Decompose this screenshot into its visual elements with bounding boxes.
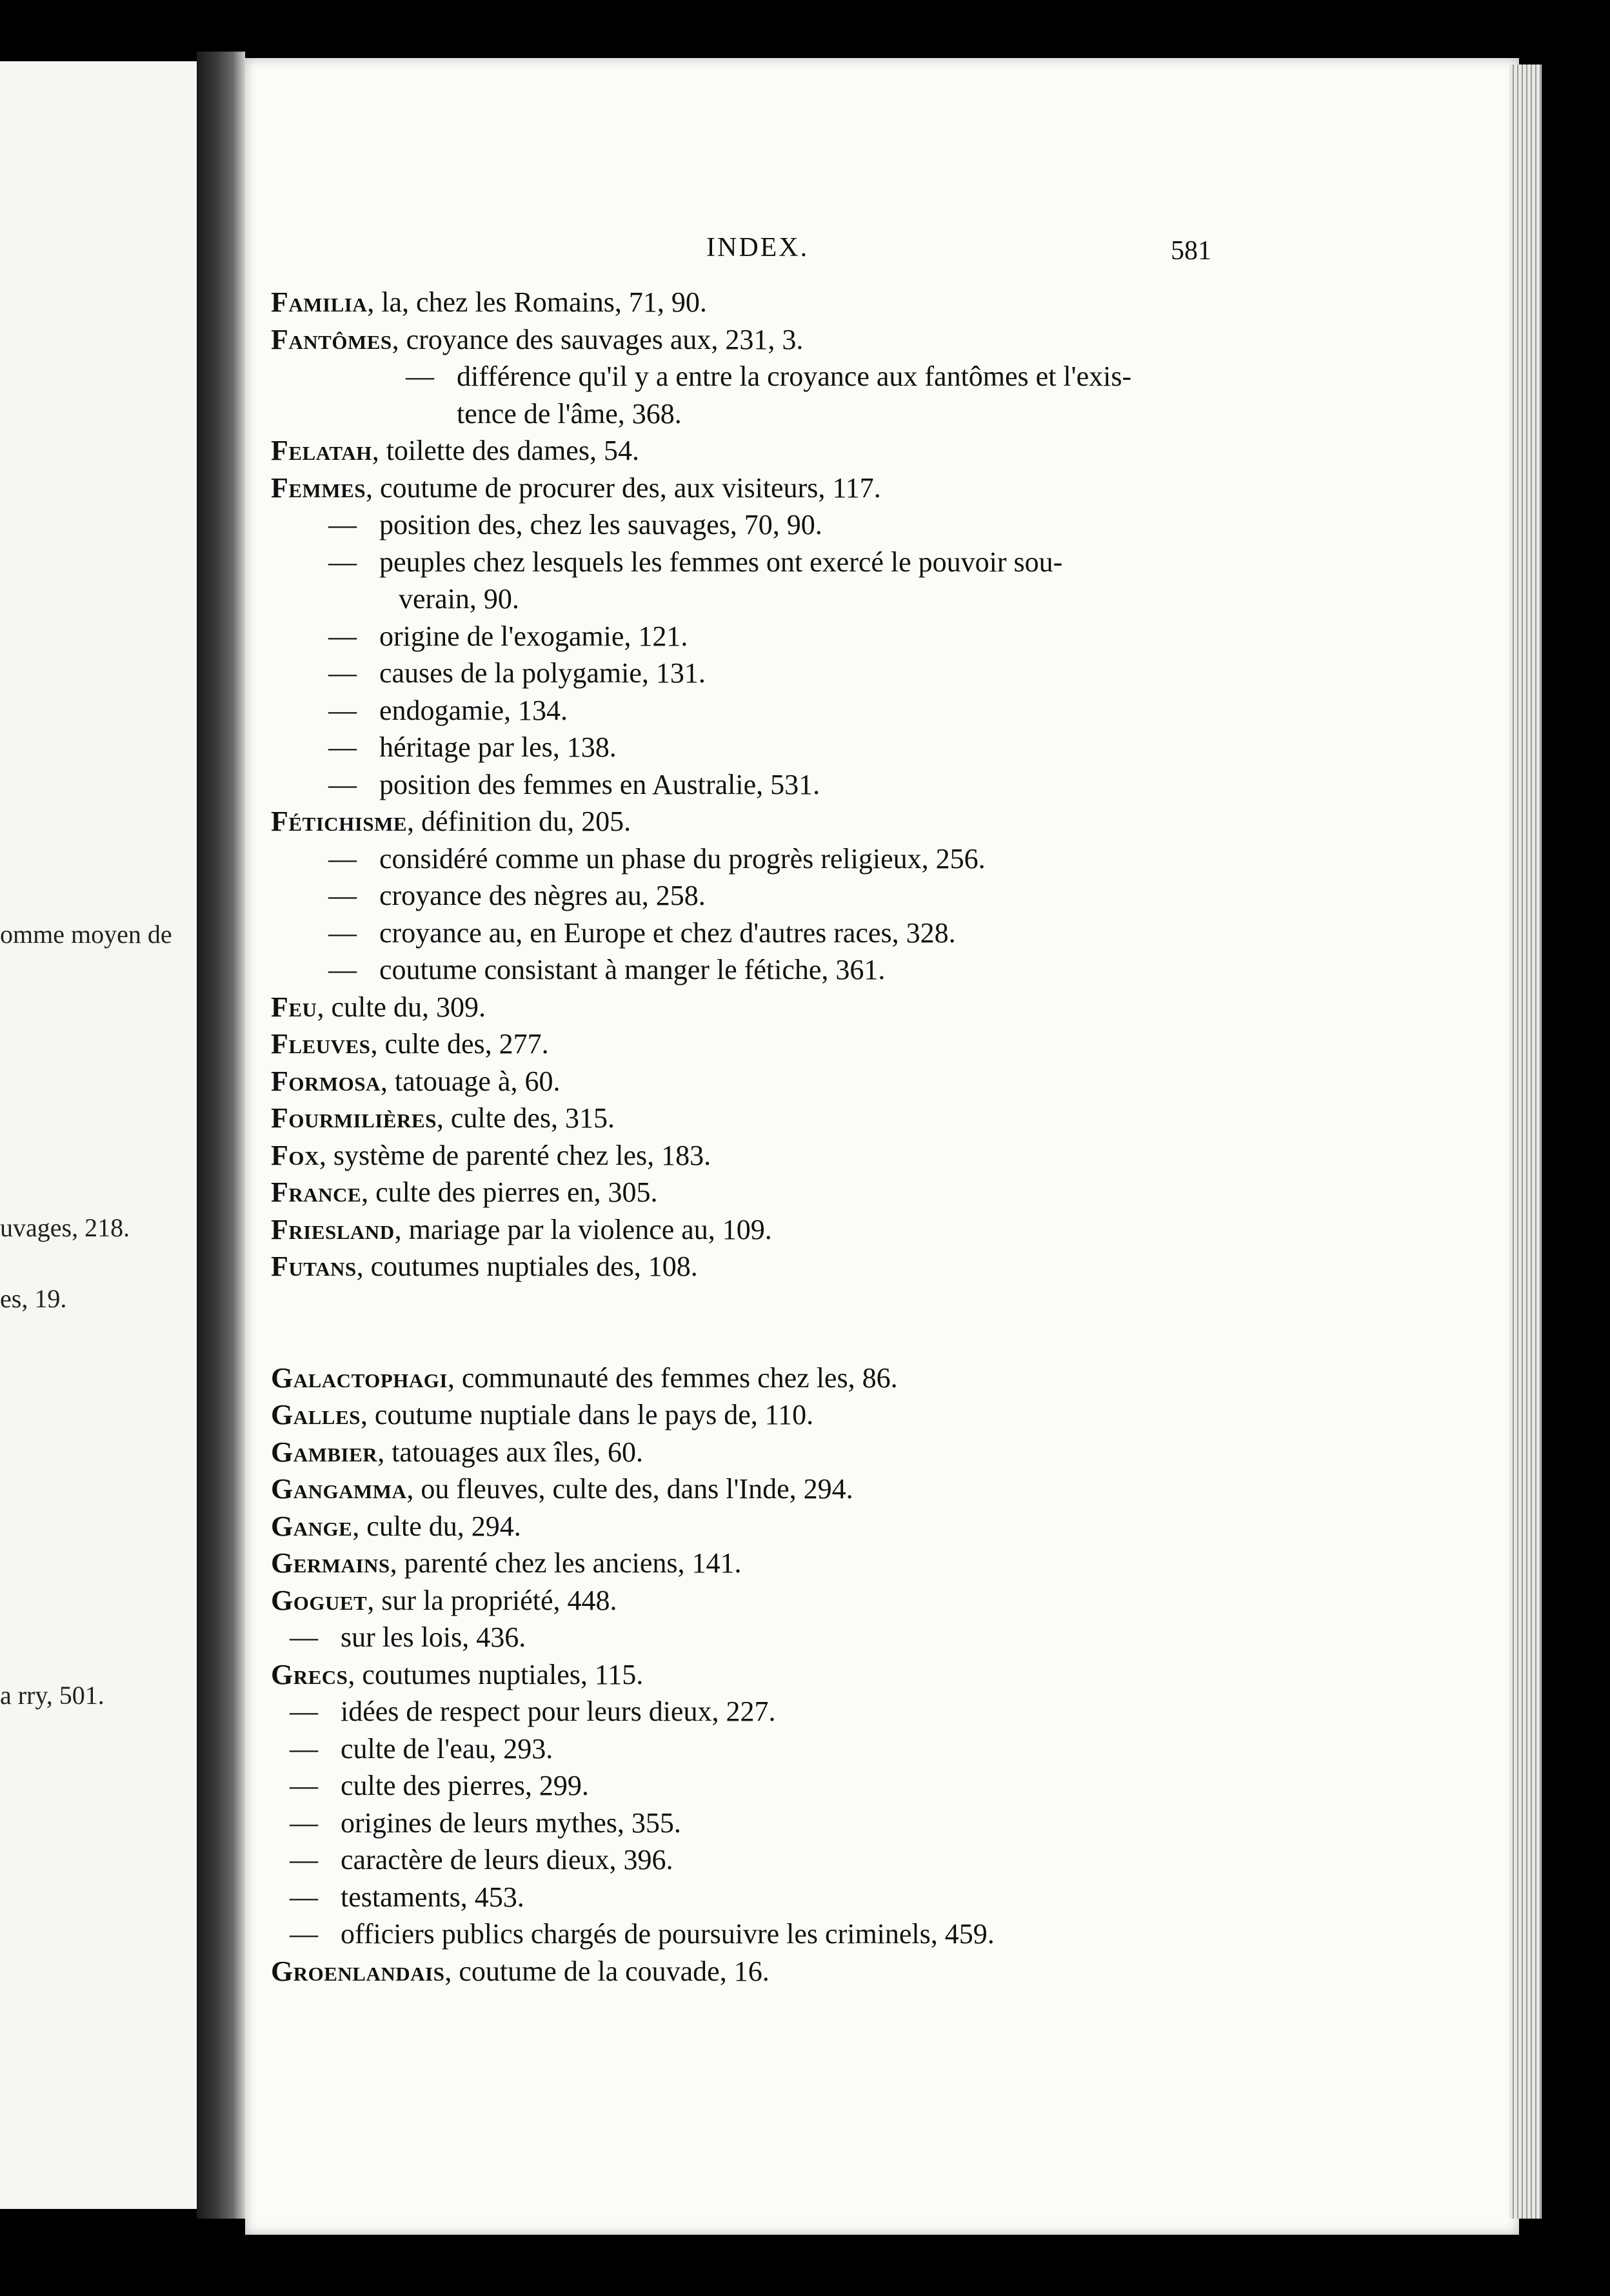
ditto-dash: — [406,361,434,392]
entry-text: , coutume de procurer des, aux visiteurs, 117. [366,471,881,504]
ditto-dash: — [290,1770,318,1801]
entry-text: , culte des, 315. [436,1102,615,1134]
index-entry [271,1470,1238,1508]
index-subentry [271,1879,1238,1916]
entry-text: , culte du, 309. [317,991,486,1023]
section-spacer [271,1322,1238,1360]
left-page-fragment: omme moyen de [0,920,172,949]
entry-text: tence de l'âme, 368. [457,397,682,430]
entry-text: coutume consistant à manger le fétiche, 361. [379,954,886,985]
index-entry [271,1508,1238,1545]
entry-headword: Fox [271,1139,319,1171]
entry-headword: Felatah [271,435,372,466]
entry-text: culte des pierres, 299. [341,1770,589,1801]
entry-text: , système de parenté chez les, 183. [319,1139,711,1171]
entry-text: endogamie, 134. [379,694,568,726]
ditto-dash: — [290,1881,318,1913]
entry-headword: Galactophagi [271,1361,448,1394]
entry-text: , coutumes nuptiales des, 108. [356,1251,698,1282]
entry-headword: Formosa [271,1065,381,1097]
entry-text: origine de l'exogamie, 121. [379,620,688,652]
entry-text: , sur la propriété, 448. [367,1584,617,1616]
left-page [0,61,197,2209]
index-subentry [271,729,1238,766]
ditto-dash: — [328,731,357,763]
entry-text: position des femmes en Australie, 531. [379,768,820,800]
entry-text: , culte du, 294. [352,1510,521,1542]
entry-text: verain, 90. [399,583,519,615]
ditto-dash: — [290,1621,318,1653]
index-entry [271,1434,1238,1471]
entry-text: , définition du, 205. [407,806,631,837]
index-subentry [271,618,1238,655]
entry-headword: Fétichisme [271,806,408,837]
index-subentry [271,692,1238,729]
entry-headword: Germains [271,1547,390,1579]
entry-text: , tatouages aux îles, 60. [377,1436,643,1468]
entry-text: , coutume de la couvade, 16. [444,1955,770,1987]
page-edges [1509,64,1542,2219]
index-entry [271,989,1238,1026]
entry-headword: Feu [271,991,317,1023]
index-entry [271,1100,1238,1137]
entry-text: , communauté des femmes chez les, 86. [447,1361,898,1394]
left-page-fragment: a rry, 501. [0,1681,104,1710]
ditto-dash: — [328,694,357,726]
entry-headword: Gambier [271,1436,378,1468]
entry-headword: Fantômes [271,323,392,355]
entry-headword: Goguet [271,1584,368,1616]
ditto-dash: — [328,509,357,540]
index-subentry [271,1767,1238,1805]
ditto-dash: — [328,842,357,875]
entry-text: causes de la polygamie, 131. [379,657,706,689]
entry-text: , coutume nuptiale dans le pays de, 110. [360,1399,814,1430]
index-subentry [271,840,1238,878]
entry-text: , parenté chez les anciens, 141. [390,1547,742,1579]
entry-text: , la, chez les Romains, 71, 90. [367,286,707,318]
entry-text: , croyance des sauvages aux, 231, 3. [392,323,804,355]
entry-text: , tatouage à, 60. [380,1065,561,1097]
entry-headword: Femmes [271,471,366,504]
index-entry [271,803,1238,840]
entry-text: peuples chez lesquels les femmes ont exercé le pouvoir sou- [379,546,1063,578]
entry-text: , toilette des dames, 54. [372,435,639,466]
entry-text: considéré comme un phase du progrès religieux, 256. [379,842,986,875]
entry-text: sur les lois, 436. [341,1621,526,1653]
index-subentry [271,1915,1238,1953]
ditto-dash: — [290,1806,318,1839]
ditto-dash: — [290,1732,318,1765]
index-subentry [271,915,1238,952]
entry-headword: Galles [271,1399,361,1430]
entry-headword: Grecs [271,1658,348,1690]
ditto-dash: — [328,546,357,578]
entry-text: croyance des nègres au, 258. [379,880,706,911]
entry-text: , ou fleuves, culte des, dans l'Inde, 294. [406,1473,853,1505]
entry-headword: Friesland [271,1213,395,1245]
entry-text: , culte des, 277. [370,1028,549,1060]
ditto-dash: — [290,1696,318,1727]
index-entry [271,470,1238,507]
index-continuation [271,395,1238,433]
index-entry [271,432,1238,470]
entry-text: , mariage par la violence au, 109. [394,1213,772,1245]
index-entry [271,1396,1238,1434]
index-subentry [271,1619,1238,1656]
section-spacer [271,1285,1238,1323]
entry-text: testaments, 453. [341,1881,524,1913]
entry-headword: Gangamma [271,1473,407,1505]
ditto-dash: — [328,954,357,985]
index-subentry [271,358,1238,395]
ditto-dash: — [328,768,357,800]
entry-text: héritage par les, 138. [379,731,617,763]
entry-headword: Familia [271,286,368,318]
entry-text: position des, chez les sauvages, 70, 90. [379,509,822,540]
index-entry [271,1174,1238,1211]
entry-headword: Fourmilières [271,1102,437,1134]
entry-text: croyance au, en Europe et chez d'autres races, 328. [379,916,956,949]
entry-headword: Fleuves [271,1028,371,1060]
index-entry [271,321,1238,359]
index-subentry [271,1841,1238,1879]
index-subentry [271,951,1238,989]
index-entry [271,1211,1238,1249]
entry-headword: Futans [271,1251,357,1282]
index-entry [271,1063,1238,1100]
index-entry [271,1953,1238,1990]
running-header: INDEX. [706,233,810,262]
index-entries [271,284,1238,1990]
index-entry [271,1360,1238,1397]
ditto-dash: — [328,880,357,911]
left-page-fragment: es, 19. [0,1284,67,1313]
index-entry [271,1137,1238,1174]
index-entry [271,1582,1238,1619]
index-entry [271,1248,1238,1285]
index-subentry [271,1693,1238,1730]
ditto-dash: — [290,1918,318,1950]
index-subentry [271,506,1238,544]
ditto-dash: — [328,620,357,652]
index-entry [271,1545,1238,1582]
index-entry [271,1656,1238,1694]
entry-text: différence qu'il y a entre la croyance aux fantômes et l'exis- [457,361,1132,392]
ditto-dash: — [328,916,357,949]
page-number: 581 [1171,236,1211,266]
entry-text: origines de leurs mythes, 355. [341,1806,681,1839]
ditto-dash: — [290,1844,318,1875]
entry-text: , culte des pierres en, 305. [361,1176,658,1208]
entry-headword: Gange [271,1510,353,1542]
entry-text: caractère de leurs dieux, 396. [341,1844,673,1875]
book-gutter [197,52,245,2219]
index-entry [271,284,1238,321]
index-entry [271,1025,1238,1063]
index-subentry [271,877,1238,915]
entry-text: , coutumes nuptiales, 115. [348,1658,644,1690]
index-subentry [271,655,1238,692]
index-continuation [271,580,1238,618]
index-subentry [271,544,1238,581]
entry-headword: France [271,1176,362,1208]
left-page-fragment: uvages, 218. [0,1213,130,1242]
ditto-dash: — [328,657,357,689]
entry-text: culte de l'eau, 293. [341,1732,553,1765]
entry-text: idées de respect pour leurs dieux, 227. [341,1696,776,1727]
entry-text: officiers publics chargés de poursuivre les criminels, 459. [341,1918,995,1950]
index-subentry [271,1805,1238,1842]
index-subentry [271,1730,1238,1768]
entry-headword: Groenlandais [271,1955,445,1987]
index-subentry [271,766,1238,804]
